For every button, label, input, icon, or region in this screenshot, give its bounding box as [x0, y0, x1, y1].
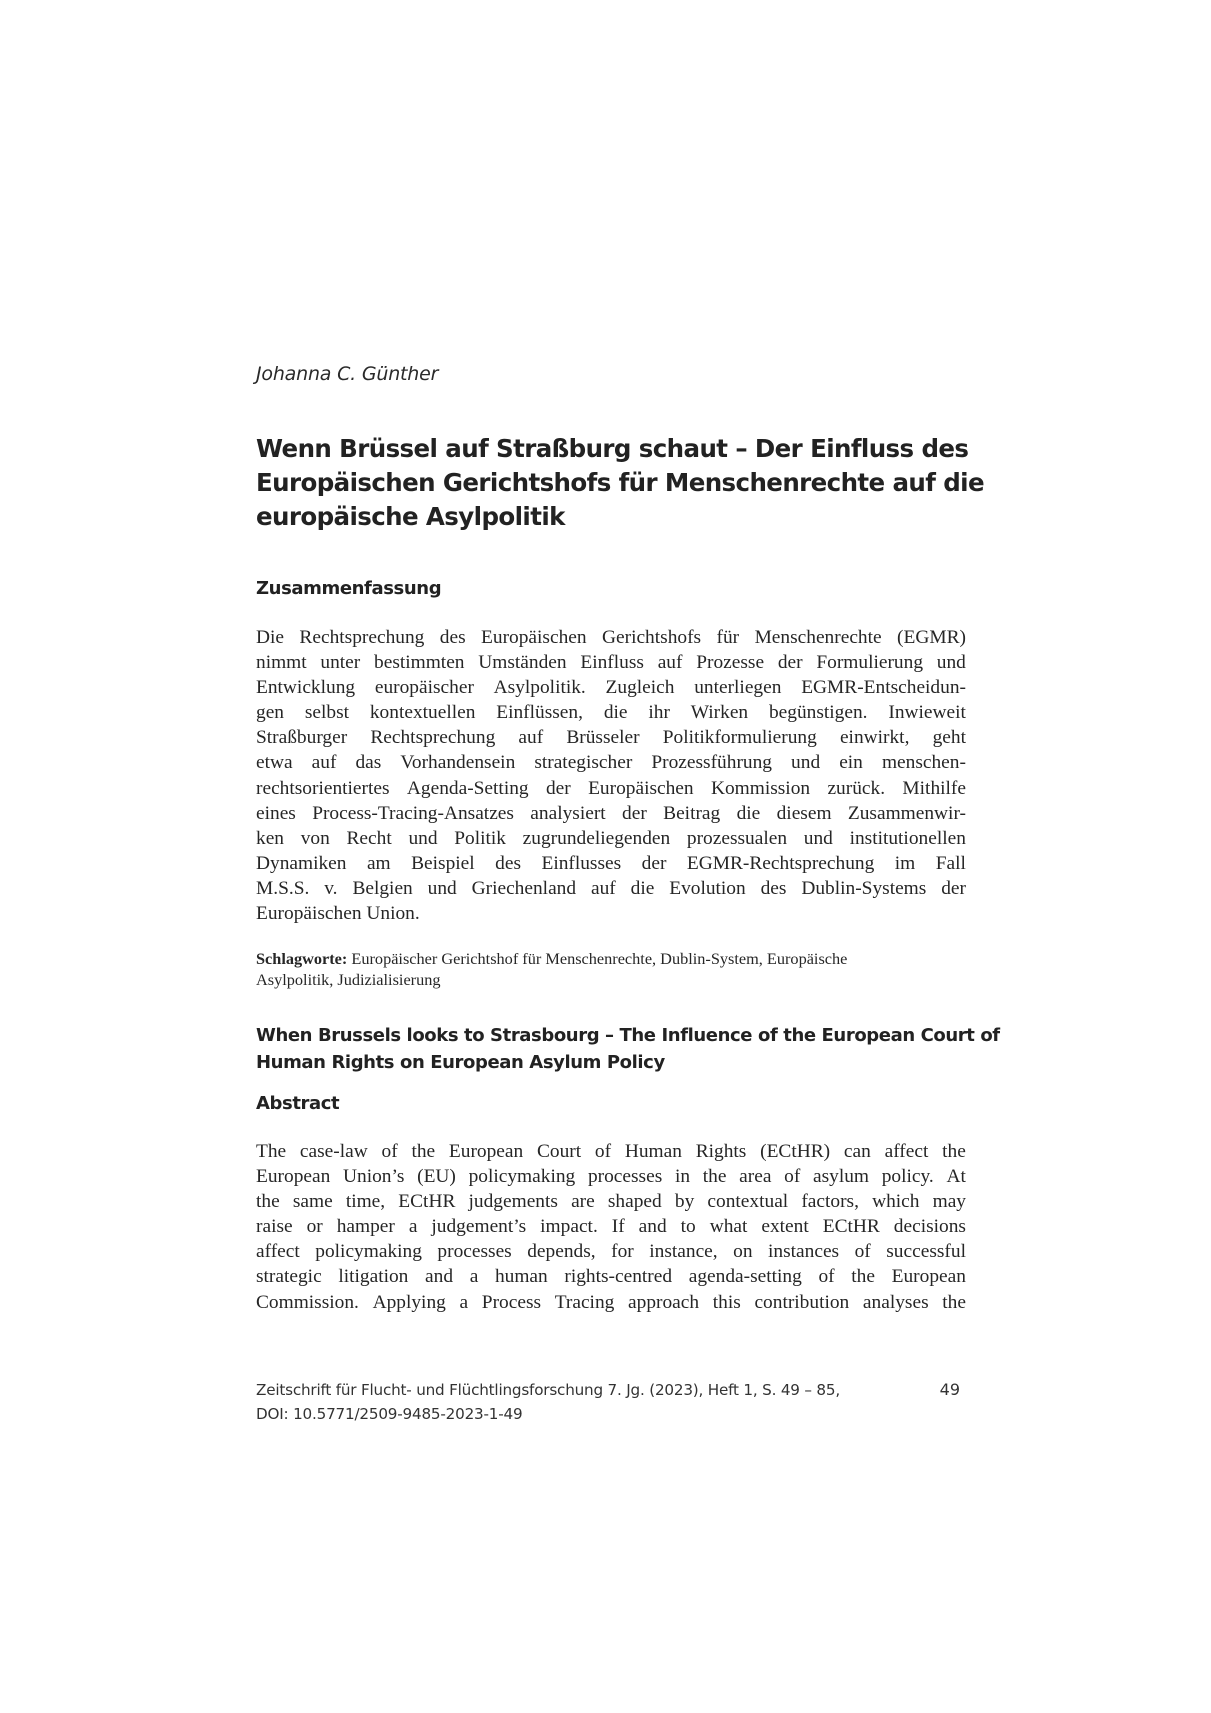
word: ein	[839, 752, 863, 774]
word: die	[736, 802, 761, 824]
word: und	[936, 652, 966, 674]
footer-citation	[256, 1378, 966, 1426]
word: der	[622, 802, 647, 824]
word: case-law	[299, 1141, 368, 1162]
word: depends,	[527, 1241, 596, 1263]
word: Rechtsprechung	[370, 727, 496, 749]
word: begünstigen.	[768, 702, 868, 724]
word: v.	[324, 877, 338, 899]
word: unter	[320, 652, 361, 674]
word: ECtHR	[398, 1191, 456, 1213]
word: of	[594, 1141, 612, 1162]
word: instance,	[649, 1241, 718, 1263]
word: nimmt	[256, 652, 307, 674]
word: the	[851, 1266, 875, 1288]
word: analysiert	[530, 802, 606, 824]
word: what	[709, 1216, 748, 1238]
word: auf	[518, 727, 544, 749]
word: bestimmten	[374, 652, 465, 674]
word: Europäischen	[588, 777, 694, 799]
word: the	[942, 1141, 966, 1162]
word: und	[408, 827, 438, 849]
word: The	[256, 1141, 287, 1162]
word: Kommission	[710, 777, 811, 799]
paragraph-line	[256, 1164, 966, 1189]
word: which	[872, 1191, 920, 1213]
word: Griechenland	[471, 877, 577, 899]
word: Rechtsprechung	[299, 627, 425, 648]
english-title-line: When Brussels looks to Strasbourg – The Influence of the European Court of	[256, 1025, 1000, 1046]
word: Union’s	[343, 1166, 405, 1188]
english-title-line: Human Rights on European Asylum Policy	[256, 1052, 665, 1073]
word: zugrundeliegenden	[522, 827, 671, 849]
word: hamper	[336, 1216, 395, 1238]
paragraph-line: Europäischen Union.	[256, 903, 420, 925]
word: und	[803, 827, 833, 849]
word: einwirkt,	[839, 727, 910, 749]
word: of	[381, 1141, 398, 1162]
page-number: 49	[939, 1380, 960, 1399]
keywords	[256, 948, 966, 990]
word: Process	[481, 1291, 542, 1313]
word: auf	[311, 752, 337, 774]
word: am	[366, 852, 391, 874]
word: das	[355, 752, 382, 774]
word: und	[427, 877, 457, 899]
word: Tracing	[554, 1291, 615, 1313]
title-line: Wenn Brüssel auf Straßburg schaut – Der Einfluss des	[256, 434, 969, 463]
word: Menschenrechte	[754, 627, 882, 648]
word: strategischer	[534, 752, 633, 774]
word: geht	[932, 727, 966, 749]
word: by	[674, 1191, 695, 1213]
word: der	[777, 652, 803, 674]
word: on	[733, 1241, 753, 1263]
word: Applying	[372, 1291, 446, 1313]
word: a	[408, 1216, 418, 1238]
word: European	[891, 1266, 966, 1288]
word: Belgien	[352, 877, 413, 899]
word: von	[300, 827, 330, 849]
title-line: Europäischen Gerichtshofs für Menschenrechte auf die	[256, 468, 985, 497]
word: im	[894, 852, 916, 874]
word: eines	[256, 802, 296, 824]
word: this	[712, 1291, 741, 1313]
zusammenfassung-heading: Zusammenfassung	[256, 578, 442, 599]
word: der	[545, 777, 571, 799]
paragraph-line	[256, 1214, 966, 1239]
word: raise	[256, 1216, 293, 1238]
word: shaped	[607, 1191, 662, 1213]
word: Straßburger	[256, 727, 348, 749]
word: At	[946, 1166, 966, 1188]
word: europäischer	[374, 677, 474, 699]
doi-text: DOI: 10.5771/2509-9485-2023-1-49	[256, 1405, 523, 1423]
word: Fall	[935, 852, 966, 874]
abstract-heading: Abstract	[256, 1093, 340, 1114]
word: Politik	[454, 827, 506, 849]
word: die	[603, 702, 628, 724]
word: Zugleich	[605, 677, 675, 699]
word: may	[932, 1191, 966, 1213]
keywords-text: Europäischer Gerichtshof für Menschenrechte, Dublin-System, Europäische	[351, 949, 848, 968]
paragraph-line	[256, 675, 966, 700]
word: der	[941, 877, 966, 899]
word: M.S.S.	[256, 877, 310, 899]
word: kontextuellen	[369, 702, 476, 724]
word: are	[571, 1191, 595, 1213]
word: (EU)	[417, 1166, 456, 1188]
word: Asylpolitik.	[493, 677, 586, 699]
word: Zusammenwir-	[847, 802, 966, 824]
word: Einfluss	[580, 652, 644, 674]
word: the	[702, 1166, 727, 1188]
word: Beitrag	[663, 802, 721, 824]
paragraph-line	[256, 826, 966, 851]
word: policymaking	[315, 1241, 422, 1263]
word: der	[641, 852, 667, 874]
word: and	[638, 1216, 667, 1238]
paragraph-line	[256, 801, 966, 826]
word: Prozesse	[696, 652, 765, 674]
word: Einflusses	[541, 852, 622, 874]
word: a	[469, 1266, 479, 1288]
word: approach	[628, 1291, 700, 1313]
word: auf	[657, 652, 683, 674]
word: rechtsorientiertes	[256, 777, 390, 799]
word: Human	[624, 1141, 682, 1162]
word: the	[942, 1291, 966, 1313]
word: Wirken	[690, 702, 749, 724]
word: etwa	[256, 752, 293, 774]
word: affect	[256, 1241, 300, 1263]
word: Process-Tracing-Ansatzes	[312, 802, 514, 824]
word: judgements	[468, 1191, 558, 1213]
paragraph-line	[256, 876, 966, 901]
word: Inwieweit	[888, 702, 966, 724]
word: processes	[587, 1166, 663, 1188]
word: decisions	[893, 1216, 966, 1238]
word: (ECtHR)	[760, 1141, 831, 1162]
word: Recht	[346, 827, 392, 849]
word: Vorhandensein	[400, 752, 516, 774]
word: (EGMR)	[897, 627, 966, 648]
word: Prozessführung	[651, 752, 772, 774]
word: asylum	[813, 1166, 870, 1188]
word: If	[611, 1216, 625, 1238]
word: extent	[761, 1216, 809, 1238]
word: factors,	[801, 1191, 859, 1213]
word: affect	[884, 1141, 929, 1162]
english-title	[256, 1022, 1000, 1076]
word: policymaking	[468, 1166, 576, 1188]
paragraph-line	[256, 1139, 966, 1164]
word: selbst	[304, 702, 350, 724]
word: Dublin-Systems	[801, 877, 927, 899]
word: institutionellen	[849, 827, 966, 849]
word: Gerichtshofs	[602, 627, 702, 648]
word: Dynamiken	[256, 852, 347, 874]
word: EGMR-Entscheidun-	[801, 677, 966, 699]
word: impact.	[540, 1216, 598, 1238]
article-title	[256, 432, 985, 534]
word: Europäischen	[481, 627, 587, 648]
word: litigation	[338, 1266, 409, 1288]
word: judgement’s	[431, 1216, 527, 1238]
word: Die	[256, 627, 284, 648]
word: the	[411, 1141, 436, 1162]
word: Rights	[695, 1141, 747, 1162]
word: des	[760, 877, 787, 899]
word: instances	[768, 1241, 840, 1263]
keywords-label: Schlagworte:	[256, 949, 348, 968]
author-name: Johanna C. Günther	[256, 363, 439, 385]
abstract-text	[256, 1139, 966, 1315]
word: Entwicklung	[256, 677, 356, 699]
word: contextual	[707, 1191, 789, 1213]
paragraph-line	[256, 1239, 966, 1264]
word: same	[292, 1191, 333, 1213]
word: in	[674, 1166, 691, 1188]
word: die	[630, 877, 655, 899]
word: successful	[886, 1241, 966, 1263]
word: des	[439, 627, 466, 648]
word: or	[306, 1216, 323, 1238]
word: Agenda-Setting	[406, 777, 529, 799]
word: gen	[256, 702, 284, 724]
word: prozessualen	[686, 827, 788, 849]
word: EGMR-Rechtsprechung	[686, 852, 875, 874]
word: und	[791, 752, 821, 774]
word: unterliegen	[694, 677, 782, 699]
word: Evolution	[669, 877, 746, 899]
word: rights-centred	[564, 1266, 673, 1288]
word: the	[256, 1191, 280, 1213]
paragraph-line	[256, 851, 966, 876]
paragraph-line	[256, 650, 966, 675]
zusammenfassung-text	[256, 625, 966, 926]
word: Umständen	[478, 652, 567, 674]
keywords-line: Asylpolitik, Judizialisierung	[256, 970, 441, 989]
paragraph-line	[256, 725, 966, 750]
paragraph-line	[256, 700, 966, 725]
word: diesem	[776, 802, 832, 824]
word: strategic	[256, 1266, 322, 1288]
word: ihr	[648, 702, 670, 724]
word: processes	[437, 1241, 512, 1263]
word: European	[256, 1166, 331, 1188]
word: policy.	[881, 1166, 934, 1188]
title-line: europäische Asylpolitik	[256, 502, 565, 531]
word: ECtHR	[822, 1216, 880, 1238]
word: auf	[590, 877, 616, 899]
word: area	[739, 1166, 772, 1188]
word: a	[459, 1291, 469, 1313]
paragraph-line	[256, 1264, 966, 1289]
paragraph-line	[256, 1189, 966, 1214]
word: des	[495, 852, 521, 874]
word: agenda-setting	[688, 1266, 802, 1288]
word: Commission.	[256, 1291, 359, 1313]
word: contribution	[754, 1291, 850, 1313]
word: Court	[536, 1141, 582, 1162]
word: European	[448, 1141, 524, 1162]
word: and	[425, 1266, 454, 1288]
word: Mithilfe	[902, 777, 966, 799]
word: Beispiel	[411, 852, 475, 874]
word: ken	[256, 827, 284, 849]
word: time,	[345, 1191, 386, 1213]
word: menschen-	[881, 752, 966, 774]
paragraph-line	[256, 750, 966, 775]
word: for	[611, 1241, 634, 1263]
word: to	[680, 1216, 696, 1238]
word: zurück.	[827, 777, 886, 799]
word: Politikformulierung	[662, 727, 817, 749]
word: can	[843, 1141, 871, 1162]
paragraph-line	[256, 776, 966, 801]
word: Einflüssen,	[496, 702, 583, 724]
word: Formulierung	[816, 652, 924, 674]
paragraph-line	[256, 1290, 966, 1315]
word: of	[784, 1166, 801, 1188]
word: Brüsseler	[566, 727, 640, 749]
citation-text: Zeitschrift für Flucht- und Flüchtlingsforschung 7. Jg. (2023), Heft 1, S. 49 – 85,	[256, 1381, 840, 1399]
word: of	[854, 1241, 871, 1263]
word: für	[716, 627, 740, 648]
word: of	[818, 1266, 835, 1288]
word: analyses	[862, 1291, 929, 1313]
keywords-line	[256, 948, 966, 969]
paragraph-line	[256, 625, 966, 650]
word: human	[494, 1266, 548, 1288]
